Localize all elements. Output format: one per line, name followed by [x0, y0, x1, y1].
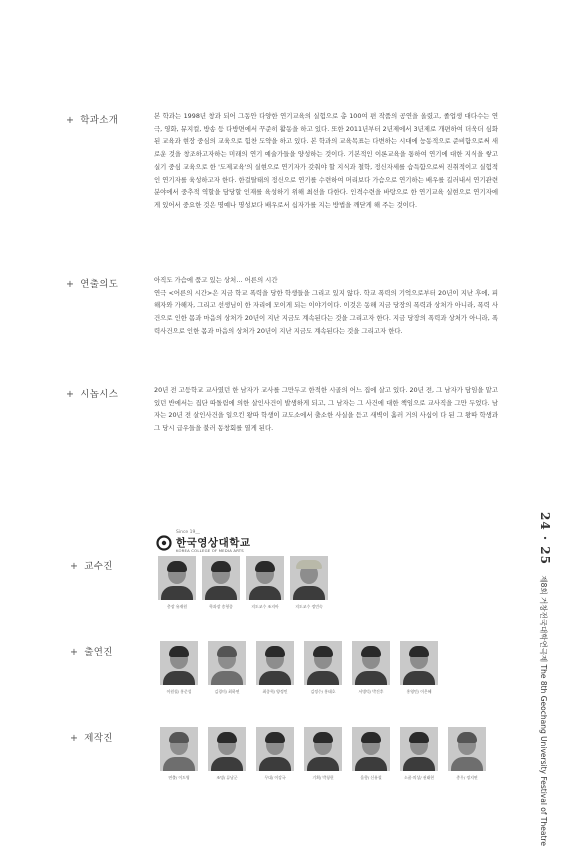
portrait-photo — [160, 727, 198, 771]
portrait-photo — [202, 556, 240, 600]
portrait-photo — [304, 727, 342, 771]
direction-lead: 아직도 가슴에 품고 있는 상처… 어른의 시간 — [154, 276, 278, 284]
person-caption: 기획/ 박청헌 — [312, 775, 334, 780]
person-caption: 서병덕/ 박건후 — [358, 689, 384, 694]
person-caption: 무대/ 이강국 — [264, 775, 286, 780]
person-card — [303, 727, 343, 781]
portrait-photo — [290, 556, 328, 600]
section-label-production: + 제작진 — [70, 733, 113, 744]
person-caption: 김정수/ 홍태호 — [310, 689, 336, 694]
person-caption: 지도교수 조지아 — [251, 604, 279, 609]
logo-english-name: KOREA COLLEGE OF MEDIA ARTS — [176, 548, 244, 553]
section-label-cast: + 출연진 — [70, 647, 113, 658]
portrait-photo — [304, 641, 342, 685]
section-label-intro: + 학과소개 — [66, 115, 119, 126]
synopsis-paragraph: 20년 전 고등학교 교사였던 한 남자가 교사를 그만두고 한적한 시골의 어느 집에 살고 있다. 20년 전, 그 남자가 담임을 맡고 있던 반에서는 집단 따돌림에 의한 살인사건이 발생하게 되고, 그 남자는 그 사건에 대한 책임으로 교사직을 그만 두었다. 남자는 20년 전 살인사건을 일으킨 왕따 학생이 교도소에서 출소한 사실을 듣고 새벽이 흘러 거의 사십이 다 된 그 왕따 학생과 그 당시 급우들을 불러 동창회를 열게 된다. — [154, 386, 498, 433]
university-logo — [156, 530, 276, 556]
person-card — [245, 556, 285, 610]
person-card — [447, 727, 487, 781]
person-card — [201, 556, 241, 610]
university-emblem-icon — [156, 535, 172, 551]
plus-icon: + — [66, 115, 75, 126]
person-caption: 최종혁/ 양정민 — [262, 689, 288, 694]
person-card — [399, 641, 439, 695]
person-caption: 연출/ 이도영 — [168, 775, 190, 780]
portrait-photo — [246, 556, 284, 600]
person-caption: 총장 유재원 — [166, 604, 188, 609]
person-caption: 이원철/ 홍준성 — [166, 689, 192, 694]
portrait-photo — [256, 641, 294, 685]
section-label-faculty: + 교수진 — [70, 561, 113, 572]
cast-photo-row — [159, 641, 447, 695]
section-label-synopsis: + 시놉시스 — [66, 389, 119, 400]
plus-icon: + — [66, 279, 75, 290]
person-card — [157, 556, 197, 610]
person-caption: 총무/ 정지연 — [456, 775, 478, 780]
logo-name: 한국영상대학교 — [176, 537, 251, 549]
person-card — [255, 641, 295, 695]
portrait-photo — [448, 727, 486, 771]
person-card — [351, 727, 391, 781]
person-card — [207, 727, 247, 781]
person-card — [289, 556, 329, 610]
person-card — [159, 727, 199, 781]
portrait-photo — [158, 556, 196, 600]
person-caption: 조명/ 류남군 — [216, 775, 238, 780]
person-caption: 지도교수 정민숙 — [295, 604, 323, 609]
logo-tagline: Since 19__ — [176, 530, 200, 535]
plus-icon: + — [70, 647, 79, 658]
faculty-photo-row — [157, 556, 333, 610]
plus-icon: + — [70, 561, 79, 572]
person-caption: 소품·의상/ 권태현 — [403, 775, 435, 780]
plus-icon: + — [70, 733, 79, 744]
portrait-photo — [352, 727, 390, 771]
portrait-photo — [400, 641, 438, 685]
page-number: 24 · 25 — [538, 512, 552, 565]
person-card — [207, 641, 247, 695]
portrait-photo — [160, 641, 198, 685]
person-caption: 김경미/ 최하연 — [214, 689, 240, 694]
person-card — [399, 727, 439, 781]
person-caption: 음향/ 신유철 — [360, 775, 382, 780]
production-photo-row — [159, 727, 495, 781]
person-card — [255, 727, 295, 781]
page-marker — [528, 512, 556, 846]
portrait-photo — [256, 727, 294, 771]
festival-title: 제8회 거창전국대학연극제 The 8th Geochang University Festival of Theatre — [539, 575, 548, 846]
person-card — [159, 641, 199, 695]
portrait-photo — [208, 727, 246, 771]
intro-paragraph: 본 학과는 1998년 창과 되어 그동안 다양한 연기교육의 실험으로 총 100여 편 작품의 공연을 올렸고, 졸업생 대다수는 연극, 영화, 뮤지컬, 방송 등 다방면에서 꾸준히 활동을 하고 있다. 또한 2011년부터 2년제에서 3년제로 개편하여 더욱더 심화된 교육과 현장 중심의 교육으로 힘찬 도약을 하고 있다. 본 학과의 교육목표는 다변하는 시대에 능동적으로 준비함으로써 새로운 것을 창조하고자하는 미래의 연기 예술가들을 양성하는 것이다. 기본적인 이론교육을 통하여 연기에 대한 지식을 쌓고 실기 중심 교육으로 한 '도제교육'의 실현으로 연기자가 갖춰야 할 지식과 철학, 정신자세를 습득함으로써 진취적이고 실험적인 연기자를 육성하고자 한다. 한걸탈태의 정신으로 연기를 수련하여 머리보다 가슴으로 연기하는 배우를 길러내서 연기관련 분야에서 중추적 역할을 담당할 인재를 육성하기 위해 최선을 다한다. 인격수련을 바탕으로 한 연기교육 실현으로 연기자에게 있어서 중요한 것은 명예나 명성보다 배우로서 십자가를 지는 방법을 깨닫게 해 주는 것이다. — [154, 112, 498, 209]
direction-paragraph — [154, 274, 498, 338]
person-caption: 학과장 송형종 — [209, 604, 233, 609]
plus-icon: + — [66, 389, 75, 400]
portrait-photo — [208, 641, 246, 685]
section-label-direction: + 연출의도 — [66, 279, 119, 290]
person-card — [351, 641, 391, 695]
portrait-photo — [400, 727, 438, 771]
person-card — [303, 641, 343, 695]
portrait-photo — [352, 641, 390, 685]
direction-body: 연극 <어른의 시간>은 지금 학교 폭력을 당한 학생들을 그리고 있지 않다. 학교 폭력의 기억으로부터 20년이 지난 후에, 피해자와 가해자, 그리고 선생님이 한 자리에 모이게 되는 이야기이다. 이것은 동해 지금 당장의 폭력과 상처가 아니라, 폭력 사건으로 인한 몸과 마음의 상처가 20년이 지난 지금도 계속된다는 것을 그리고자 한다. 지금 당장의 폭력과 상처가 아니라, 폭력사건으로 인한 몸과 마음의 상처가 20년이 지난 지금도 계속된다는 것을 그리고자 한다. — [154, 288, 498, 335]
person-caption: 홍영민/ 이은혜 — [406, 689, 432, 694]
